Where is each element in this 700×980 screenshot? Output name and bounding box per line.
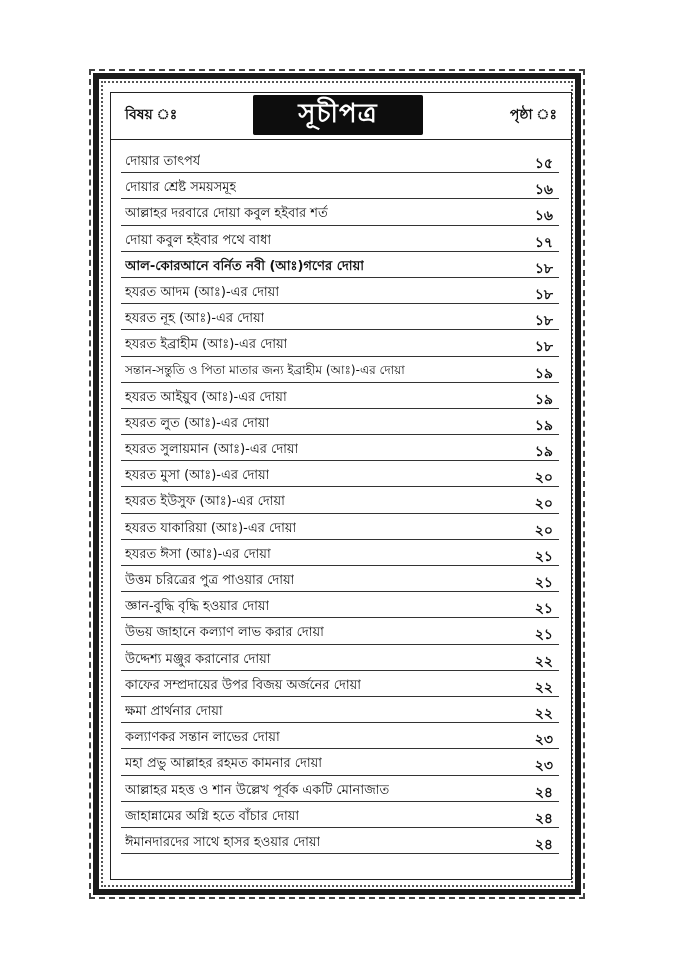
toc-topic: উভয় জাহানে কল্যাণ লাভ করার দোয়া bbox=[125, 625, 324, 641]
toc-row bbox=[111, 542, 571, 568]
row-divider bbox=[121, 460, 559, 461]
toc-page-number: ২৩ bbox=[534, 758, 553, 775]
toc-page-number: ১৮ bbox=[534, 286, 553, 303]
toc-topic: কাফের সম্প্রদায়ের উপর বিজয় অর্জনের দোয়া bbox=[125, 677, 362, 693]
toc-topic: হযরত ঈসা (আঃ)-এর দোয়া bbox=[125, 546, 271, 562]
row-divider bbox=[121, 172, 559, 173]
toc-topic: হযরত যাকারিয়া (আঃ)-এর দোয়া bbox=[125, 520, 297, 536]
toc-topic: উত্তম চরিত্রের পুত্র পাওয়ার দোয়া bbox=[125, 573, 295, 588]
toc-topic: জ্ঞান-বুদ্ধি বৃদ্ধি হওয়ার দোয়া bbox=[125, 599, 270, 615]
toc-row bbox=[111, 594, 571, 620]
row-divider bbox=[121, 539, 559, 540]
toc-topic: আল্লাহর মহত্ত ও শান উল্লেখ পূর্বক একটি মোনাজাত bbox=[125, 782, 390, 798]
toc-row bbox=[111, 516, 571, 542]
toc-topic: দোয়ার শ্রেষ্ট সময়সমূহ bbox=[125, 180, 237, 196]
toc-page-number: ১৮ bbox=[534, 339, 553, 356]
toc-header bbox=[111, 93, 571, 140]
toc-topic: ঈমানদারদের সাথে হাসর হওয়ার দোয়া bbox=[125, 834, 321, 850]
topic-column-label: বিষয় ঃ bbox=[125, 107, 178, 123]
toc-page-number: ১৮ bbox=[534, 313, 553, 330]
toc-topic: হযরত সুলায়মান (আঃ)-এর দোয়া bbox=[125, 442, 299, 458]
toc-row bbox=[111, 201, 571, 227]
toc-page-number: ১৯ bbox=[534, 365, 553, 382]
row-divider bbox=[121, 486, 559, 487]
toc-page-number: ২০ bbox=[534, 470, 553, 487]
toc-page-number: ২০ bbox=[534, 522, 553, 539]
toc-row bbox=[111, 306, 571, 332]
toc-page-number: ১৯ bbox=[534, 417, 553, 434]
toc-page-number: ২১ bbox=[534, 627, 553, 644]
row-divider bbox=[121, 513, 559, 514]
toc-page-number: ২১ bbox=[534, 601, 553, 618]
toc-page-number: ২২ bbox=[534, 653, 553, 670]
row-divider bbox=[121, 251, 559, 252]
toc-topic: হযরত ইউসুফ (আঃ)-এর দোয়া bbox=[125, 494, 285, 510]
row-divider bbox=[121, 853, 559, 854]
row-divider bbox=[121, 827, 559, 828]
row-divider bbox=[121, 382, 559, 383]
row-divider bbox=[121, 617, 559, 618]
toc-page-number: ১৬ bbox=[534, 182, 553, 199]
row-divider bbox=[121, 408, 559, 409]
page-title: সূচীপত্র bbox=[253, 95, 423, 135]
toc-row bbox=[111, 830, 571, 856]
toc-topic: উদ্দেশ্য মঞ্জুর করানোর দোয়া bbox=[125, 651, 271, 667]
toc-page-number: ১৭ bbox=[534, 234, 553, 251]
row-divider bbox=[121, 670, 559, 671]
row-divider bbox=[121, 696, 559, 697]
toc-row bbox=[111, 149, 571, 175]
toc-row bbox=[111, 175, 571, 201]
page-column-label: পৃষ্ঠা ঃ bbox=[509, 107, 557, 123]
toc-page-number: ২০ bbox=[534, 496, 553, 513]
toc-page-number: ১৮ bbox=[534, 260, 553, 277]
toc-page-number: ১৯ bbox=[534, 391, 553, 408]
toc-row bbox=[111, 568, 571, 594]
toc-topic: হযরত নূহ (আঃ)-এর দোয়া bbox=[125, 311, 265, 327]
toc-row bbox=[111, 699, 571, 725]
toc-page-number: ২৪ bbox=[534, 784, 553, 801]
toc-row bbox=[111, 489, 571, 515]
row-divider bbox=[121, 644, 559, 645]
toc-page-number: ২৩ bbox=[534, 732, 553, 749]
toc-row bbox=[111, 620, 571, 646]
toc-row bbox=[111, 254, 571, 280]
table-of-contents bbox=[110, 92, 572, 880]
toc-row bbox=[111, 228, 571, 254]
toc-topic: দোয়ার তাৎপর্য bbox=[125, 154, 201, 169]
toc-topic: হযরত আদম (আঃ)-এর দোয়া bbox=[125, 284, 280, 300]
row-divider bbox=[121, 722, 559, 723]
row-divider bbox=[121, 591, 559, 592]
toc-row bbox=[111, 411, 571, 437]
row-divider bbox=[121, 198, 559, 199]
toc-row bbox=[111, 437, 571, 463]
toc-topic: ক্ষমা প্রার্থনার দোয়া bbox=[125, 703, 223, 719]
toc-page-number: ২৪ bbox=[534, 836, 553, 853]
row-divider bbox=[121, 303, 559, 304]
toc-row bbox=[111, 725, 571, 751]
row-divider bbox=[121, 748, 559, 749]
row-divider bbox=[121, 801, 559, 802]
toc-row bbox=[111, 647, 571, 673]
row-divider bbox=[121, 277, 559, 278]
toc-page-number: ১৯ bbox=[534, 444, 553, 461]
toc-topic: কল্যাণকর সন্তান লাভের দোয়া bbox=[125, 730, 280, 746]
toc-row bbox=[111, 778, 571, 804]
toc-topic: হযরত ইব্রাহীম (আঃ)-এর দোয়া bbox=[125, 337, 288, 353]
toc-row bbox=[111, 332, 571, 358]
toc-row bbox=[111, 673, 571, 699]
toc-topic: আল্লাহর দরবারে দোয়া কবুল হইবার শর্ত bbox=[125, 206, 328, 222]
row-divider bbox=[121, 329, 559, 330]
toc-row bbox=[111, 751, 571, 777]
row-divider bbox=[121, 565, 559, 566]
toc-topic: মহা প্রভু আল্লাহর রহমত কামনার দোয়া bbox=[125, 756, 323, 772]
toc-row bbox=[111, 463, 571, 489]
row-divider bbox=[121, 225, 559, 226]
toc-page-number: ২৪ bbox=[534, 810, 553, 827]
toc-row bbox=[111, 359, 571, 385]
toc-topic: আল-কোরআনে বর্নিত নবী (আঃ)গণের দোয়া bbox=[125, 258, 365, 274]
toc-page-number: ২১ bbox=[534, 548, 553, 565]
toc-row bbox=[111, 804, 571, 830]
row-divider bbox=[121, 356, 559, 357]
toc-page-number: ২২ bbox=[534, 679, 553, 696]
toc-topic: হযরত লুত (আঃ)-এর দোয়া bbox=[125, 415, 270, 431]
toc-page-number: ২২ bbox=[534, 705, 553, 722]
toc-page-number: ১৫ bbox=[534, 156, 553, 172]
toc-page-number: ১৬ bbox=[534, 208, 553, 225]
toc-topic: দোয়া কবুল হইবার পথে বাধা bbox=[125, 232, 272, 248]
toc-page-number: ২১ bbox=[534, 575, 553, 591]
toc-topic: সন্তান-সন্তুতি ও পিতা মাতার জন্য ইব্রাহীম (আঃ)-এর দোয়া bbox=[125, 362, 405, 377]
row-divider bbox=[121, 775, 559, 776]
toc-topic: হযরত মুসা (আঃ)-এর দোয়া bbox=[125, 468, 270, 484]
toc-row bbox=[111, 385, 571, 411]
toc-row bbox=[111, 280, 571, 306]
toc-entries bbox=[111, 149, 571, 856]
toc-topic: হযরত আইয়ুব (আঃ)-এর দোয়া bbox=[125, 389, 287, 405]
toc-topic: জাহান্নামের অগ্নি হতে বাঁচার দোয়া bbox=[125, 808, 300, 824]
row-divider bbox=[121, 434, 559, 435]
